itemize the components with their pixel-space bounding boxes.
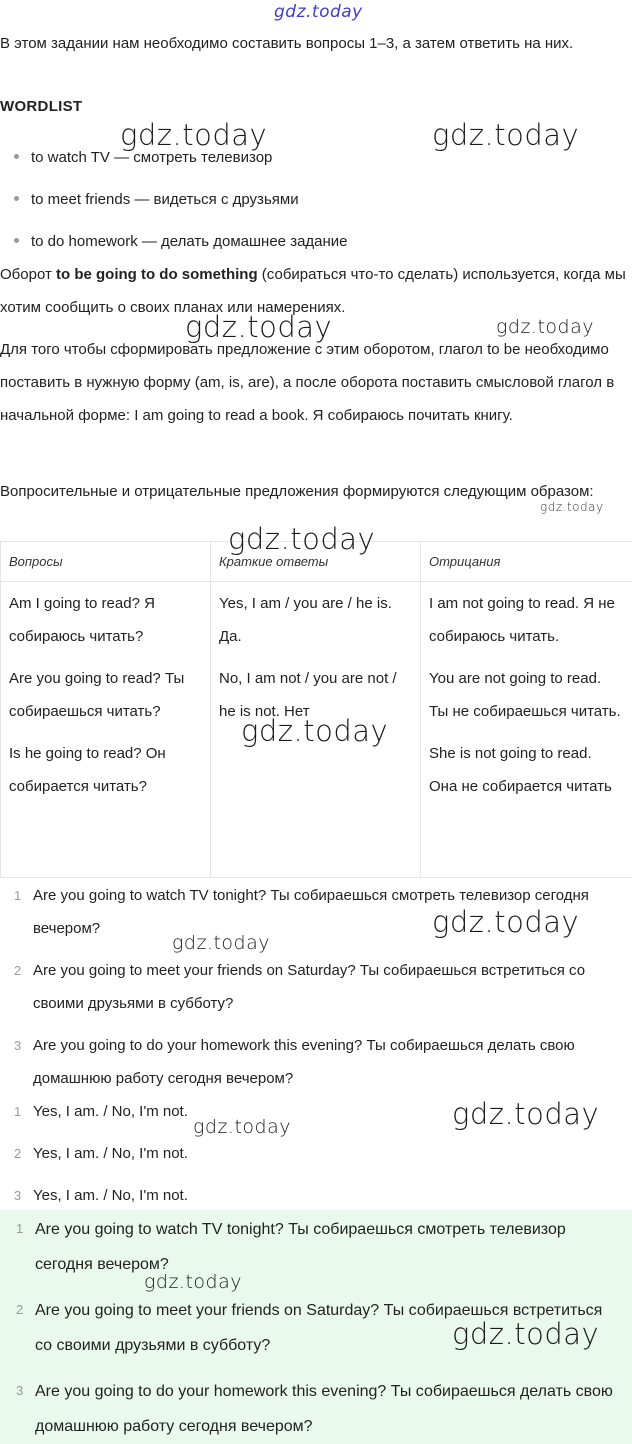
watermark: gdz.today (144, 1271, 242, 1293)
cell-questions: Am I going to read? Я собираюсь читать? Are you going to read? Ты собираешься читать? Is he going to read? Он собирается читать? (1, 582, 211, 878)
watermark: gdz.today (452, 1097, 600, 1131)
answer-number: 3 (14, 1188, 22, 1203)
question-number: 2 (14, 963, 22, 978)
bullet-icon (14, 154, 19, 159)
watermark: gdz.today (193, 1116, 291, 1138)
final-item: Are you going to meet your friends on Saturday? Ты собираешься встретиться со своими друзьями в субботу? (35, 1302, 603, 1354)
answer-item: Yes, I am. / No, I'm not. (33, 1187, 188, 1204)
answer-number: 2 (14, 1146, 22, 1161)
question-item: Are you going to do your homework this evening? Ты собираешься делать свою домашнюю работу сегодня вечером? (33, 1037, 575, 1087)
wordlist-heading: WORDLIST (0, 98, 83, 115)
paragraph-formation: Для того чтобы сформировать предложение с этим оборотом, глагол to be необходимо поставить в нужную форму (am, is, are), а после оборота поставить смысловой глагол в начальной форме: I am going to read a book. Я собираюсь почитать книгу. (0, 341, 615, 424)
paragraph-going-to: Оборот to be going to do something (собираться что-то сделать) используется, когда мы хотим сообщить о своих планах или намерениях. (0, 266, 626, 316)
final-number: 2 (16, 1302, 24, 1317)
answer-number: 1 (14, 1104, 22, 1119)
watermark: gdz.today (228, 522, 376, 556)
header-short-answers: Краткие ответы (211, 542, 421, 582)
wordlist-item: to watch TV — смотреть телевизор (14, 147, 272, 169)
watermark: gdz.today (432, 118, 580, 152)
final-item: Are you going to do your homework this evening? Ты собираешься делать свою домашнюю работу сегодня вечером? (35, 1383, 613, 1435)
answer-item: Yes, I am. / No, I'm not. (33, 1145, 188, 1162)
question-number: 1 (14, 888, 22, 903)
watermark: gdz.today (172, 932, 270, 954)
bullet-icon (14, 238, 19, 243)
watermark: gdz.today (185, 310, 333, 344)
watermark: gdz.today (540, 500, 604, 514)
bullet-icon (14, 196, 19, 201)
intro-text: В этом задании нам необходимо составить вопросы 1–3, а затем ответить на них. (0, 35, 574, 52)
question-number: 3 (14, 1038, 22, 1053)
watermark: gdz.today (241, 714, 389, 748)
final-item: Are you going to watch TV tonight? Ты собираешься смотреть телевизор сегодня вечером? (35, 1221, 566, 1273)
wordlist-item: to do homework — делать домашнее задание (14, 231, 348, 253)
answer-item: Yes, I am. / No, I'm not. (33, 1103, 188, 1120)
grammar-table (0, 541, 632, 878)
paragraph-questions-negatives: Вопросительные и отрицательные предложения формируются следующим образом: (0, 483, 594, 500)
question-item: Are you going to watch TV tonight? Ты собираешься смотреть телевизор сегодня вечером? (33, 887, 589, 937)
header-negatives: Отрицания (421, 542, 632, 582)
final-number: 3 (16, 1383, 24, 1398)
watermark-top: gdz.today (274, 2, 363, 22)
watermark: gdz.today (452, 1317, 600, 1351)
watermark: gdz.today (432, 905, 580, 939)
wordlist-item: to meet friends — видеться с друзьями (14, 189, 299, 211)
question-item: Are you going to meet your friends on Saturday? Ты собираешься встретиться со своими друзьями в субботу? (33, 962, 586, 1012)
header-questions: Вопросы (1, 542, 211, 582)
final-number: 1 (16, 1221, 24, 1236)
phrase-bold: to be going to do something (56, 266, 258, 283)
watermark: gdz.today (120, 118, 268, 152)
watermark: gdz.today (496, 316, 594, 338)
cell-short-answers: Yes, I am / you are / he is. Да. No, I am not / you are not / he is not. Нет (211, 582, 421, 878)
cell-negatives: I am not going to read. Я не собираюсь читать. You are not going to read. Ты не собираешься читать. She is not going to read. Она не собирается читать (421, 582, 632, 878)
